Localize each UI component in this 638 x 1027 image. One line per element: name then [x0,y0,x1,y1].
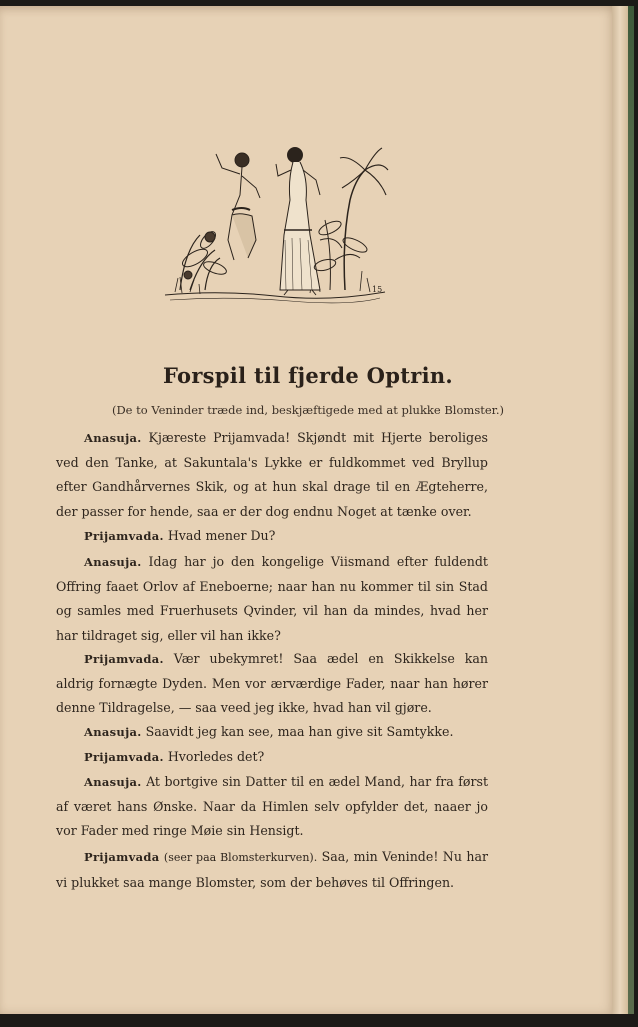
dialogue-text: Vær ubekymret! Saa ædel en Skikkelse kan aldrig fornægte Dyden. Men vor ærværdige Fader, naar han hører denne Tildragelse, — saa veed jeg ikke, hvad han vil gjøre. [56,651,488,716]
dialogue-line [56,426,488,524]
stage-direction-inline: (seer paa Blomsterkurven). [163,851,318,864]
dialogue-line [56,770,488,844]
dialogue-line [56,845,488,895]
dialogue-text: Hvad mener Du? [167,528,276,543]
speaker-name: Anasuja. [84,431,142,445]
dialogue-text: Saavidt jeg kan see, maa han give sit Samtykke. [145,724,454,739]
scene-title: Forspil til fjerde Optrin. [162,363,454,388]
speaker-name: Prijamvada [84,850,160,864]
dialogue-line [56,720,488,745]
speaker-name: Prijamvada. [84,529,164,543]
woodcut-illustration [160,140,390,310]
speaker-name: Anasuja. [84,725,142,739]
book-cover-edge [628,6,634,1014]
speaker-name: Prijamvada. [84,750,164,764]
dialogue-line [56,524,488,549]
speaker-name: Prijamvada. [84,652,164,666]
illustration-signature: 15 [372,285,383,294]
dialogue-text: Hvorledes det? [167,749,265,764]
speaker-name: Anasuja. [84,775,142,789]
dialogue-text: At bortgive sin Datter til en ædel Mand, har fra først af været hans Ønske. Naar da Himlen selv opfylder det, naaer jo vor Fader med ringe Møie sin Hensigt. [56,774,488,839]
dialogue-text: Kjæreste Prijamvada! Skjøndt mit Hjerte beroliges ved den Tanke, at Sakuntala's Lykke er fuldkommet ved Bryllup efter Gandhårvernes Skik, og at hun skal drage til en Ægteherre, der passer for hende, saa er der dog endnu Noget at tænke over. [56,430,489,519]
dialogue-text: Saa, min Veninde! Nu har vi plukket saa mange Blomster, som der behøves til Offringen. [56,849,488,890]
stage-direction: (De to Veninder træde ind, beskjæftigede med at plukke Blomster.) [111,403,505,417]
speaker-name: Anasuja. [84,555,142,569]
dialogue-line [56,647,488,721]
dialogue-text: Idag har jo den kongelige Viismand efter fuldendt Offring faaet Orlov af Eneboerne; naar han nu kommer til sin Stad og samles med Fruerhusets Qvinder, vil han da mindes, hvad her har tildraget sig, eller vil han ikke? [56,554,488,643]
dialogue-line [56,550,488,648]
dialogue-line [56,745,488,770]
